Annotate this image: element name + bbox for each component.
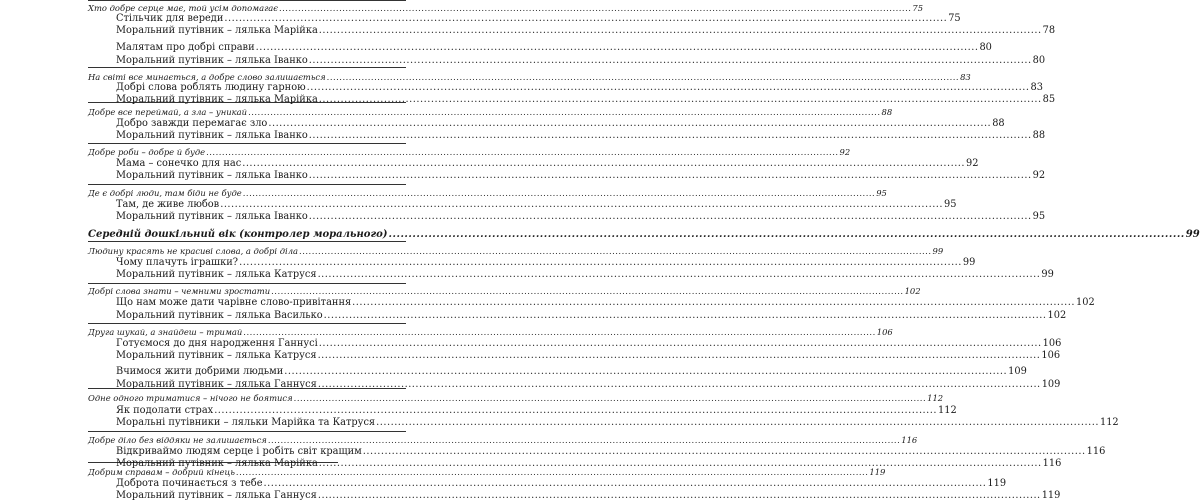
- entry-title: Готуємося до дня народження Ганнусі: [116, 338, 318, 349]
- entry-title: Добре роби – добре й буде: [88, 147, 206, 157]
- toc-entry: [88, 366, 1027, 378]
- page-number: 92: [966, 158, 979, 169]
- entry-title: Як подолати страх: [116, 405, 214, 416]
- entry-title: Доброта починається з тебе: [116, 478, 263, 489]
- toc-entry: [88, 199, 957, 211]
- toc-entry: [88, 379, 1061, 391]
- dot-leader: [309, 170, 1032, 182]
- entry-title: Малятам про добрі справи: [116, 42, 255, 53]
- section-heading: [88, 245, 944, 257]
- entry-title: Що нам може дати чарівне слово-привітання: [116, 297, 352, 308]
- toc-entry: [88, 417, 1119, 429]
- toc-entry: [88, 350, 1061, 362]
- dot-leader: [324, 310, 1047, 322]
- toc-entry: [88, 257, 976, 269]
- entry-title: Одне одного триматися – нічого не боятися: [88, 393, 293, 403]
- entry-title: Середній дошкільний вік (контролер морального): [88, 229, 388, 240]
- page-number: 78: [1042, 25, 1056, 36]
- section-heading: [88, 146, 851, 158]
- toc-entry: [88, 94, 1056, 106]
- toc-entry: [88, 297, 1095, 309]
- entry-title: Добрі слова знати – чемними зростати: [88, 286, 271, 296]
- entry-title: Добрим справам – добрий кінець: [88, 467, 235, 477]
- entry-title: Хто добре серце має, той усім допомагає: [88, 3, 278, 13]
- entry-title: Друга шукай, а знайдеш – тримай: [88, 327, 243, 337]
- entry-title: На світі все минається, а добре слово залишається: [88, 72, 326, 82]
- dot-leader: [220, 199, 943, 211]
- toc-entry: [88, 405, 957, 417]
- toc-entry: [88, 55, 1046, 67]
- dot-leader: [268, 434, 900, 446]
- entry-title: Моральний путівник – лялька Марійка: [116, 458, 318, 469]
- page-number: 99: [1185, 229, 1200, 240]
- section-heading: [88, 106, 893, 118]
- page-number: 83: [1030, 82, 1043, 93]
- divider: [88, 184, 406, 185]
- entry-title: Людину красять не красиві слова, а добрі діла: [88, 246, 299, 256]
- toc-entry: [88, 446, 1106, 458]
- toc-entry: [88, 490, 1061, 502]
- toc-entry: [88, 478, 1007, 490]
- dot-leader: [239, 257, 962, 269]
- page-number: 88: [881, 107, 893, 117]
- page-number: 119: [1041, 490, 1061, 501]
- dot-leader: [389, 229, 1185, 241]
- entry-title: Чому плачуть іграшки?: [116, 257, 239, 268]
- dot-leader: [242, 158, 965, 170]
- dot-leader: [352, 297, 1075, 309]
- dot-leader: [243, 187, 875, 199]
- entry-title: Моральний путівник – лялька Марійка: [116, 94, 318, 105]
- section-heading: [88, 466, 886, 478]
- dot-leader: [363, 446, 1086, 458]
- entry-title: Моральний путівник – лялька Іванко: [116, 130, 308, 141]
- page-number: 106: [1042, 338, 1062, 349]
- page-number: 116: [1042, 458, 1062, 469]
- entry-title: Добро завжди перемагає зло: [116, 118, 268, 129]
- section-heading: [88, 285, 921, 297]
- entry-title: Там, де живе любов: [116, 199, 220, 210]
- section-heading: [88, 187, 887, 199]
- page-number: 119: [987, 478, 1007, 489]
- divider: [88, 431, 406, 432]
- page-number: 102: [1076, 297, 1095, 308]
- entry-title: Добре все переймай, а зла – уникай: [88, 107, 248, 117]
- page-number: 99: [932, 246, 944, 256]
- page-number: 92: [1032, 170, 1046, 181]
- page-number: 109: [1041, 379, 1061, 390]
- entry-title: Добре діло без віддяки не залишається: [88, 435, 267, 445]
- divider: [88, 67, 406, 68]
- page-number: 75: [948, 13, 961, 24]
- dot-leader: [224, 13, 947, 25]
- page-number: 106: [876, 327, 893, 337]
- page-number: 92: [839, 147, 851, 157]
- toc-entry: [88, 211, 1046, 223]
- dot-leader: [268, 118, 991, 130]
- dot-leader: [206, 146, 838, 158]
- page-number: 102: [904, 286, 921, 296]
- entry-title: Мама – сонечко для нас: [116, 158, 242, 169]
- dot-leader: [214, 405, 937, 417]
- page-number: 119: [869, 467, 886, 477]
- section-heading: [88, 392, 944, 404]
- toc-entry: [88, 158, 979, 170]
- page-number: 112: [927, 393, 944, 403]
- entry-title: Добрі слова роблять людину гарною: [116, 82, 306, 93]
- page-number: 88: [992, 118, 1005, 129]
- dot-leader: [319, 94, 1042, 106]
- dot-leader: [376, 417, 1099, 429]
- dot-leader: [318, 350, 1041, 362]
- entry-title: Моральний путівник – лялька Іванко: [116, 55, 308, 66]
- page-number: 109: [1008, 366, 1027, 377]
- dot-leader: [271, 285, 903, 297]
- entry-title: Моральний путівник – лялька Ганнуся: [116, 490, 317, 501]
- entry-title: Моральний путівник – лялька Ганнуся: [116, 379, 317, 390]
- dot-leader: [318, 379, 1041, 391]
- page-number: 95: [944, 199, 957, 210]
- page-number: 80: [1032, 55, 1046, 66]
- section-heading: [88, 326, 893, 338]
- toc-entry: [88, 25, 1056, 37]
- section-heading: [88, 434, 918, 446]
- dot-leader: [318, 269, 1041, 281]
- dot-leader: [319, 25, 1042, 37]
- entry-title: Де є добрі люди, там біди не буде: [88, 188, 242, 198]
- page-number: 116: [1086, 446, 1106, 457]
- page-number: 95: [876, 188, 887, 198]
- page-number: 112: [938, 405, 957, 416]
- divider: [88, 323, 406, 324]
- dot-leader: [307, 82, 1030, 94]
- entry-title: Вчимося жити добрими людьми: [116, 366, 284, 377]
- toc-entry: [88, 170, 1046, 182]
- page-number: 85: [1042, 94, 1056, 105]
- toc-entry: [88, 118, 1005, 130]
- page-number: 95: [1032, 211, 1046, 222]
- dot-leader: [309, 130, 1032, 142]
- page-number: 116: [901, 435, 918, 445]
- entry-title: Моральний путівник – лялька Василько: [116, 310, 323, 321]
- page-number: 102: [1047, 310, 1067, 321]
- dot-leader: [309, 55, 1032, 67]
- dot-leader: [309, 211, 1032, 223]
- entry-title: Моральний путівник – лялька Іванко: [116, 170, 308, 181]
- entry-title: Моральні путівники – ляльки Марійка та Катруся: [116, 417, 376, 428]
- part-title: [88, 229, 1200, 241]
- dot-leader: [299, 245, 931, 257]
- toc-entry: [88, 130, 1046, 142]
- dot-leader: [318, 490, 1041, 502]
- dot-leader: [319, 338, 1042, 350]
- dot-leader: [243, 326, 875, 338]
- entry-title: Моральний путівник – лялька Марійка: [116, 25, 318, 36]
- page-number: 112: [1099, 417, 1119, 428]
- toc-entry: [88, 338, 1062, 350]
- page-number: 106: [1041, 350, 1061, 361]
- divider: [88, 0, 406, 1]
- entry-title: Моральний путівник – лялька Катруся: [116, 350, 317, 361]
- page-number: 99: [962, 257, 976, 268]
- entry-title: Моральний путівник – лялька Іванко: [116, 211, 308, 222]
- divider: [88, 241, 406, 242]
- page-number: 83: [960, 72, 971, 82]
- entry-title: Моральний путівник – лялька Катруся: [116, 269, 317, 280]
- page-number: 75: [912, 3, 924, 13]
- dot-leader: [256, 42, 979, 54]
- divider: [88, 143, 406, 144]
- toc-entry: [88, 42, 992, 54]
- toc-entry: [88, 13, 961, 25]
- divider: [88, 283, 406, 284]
- dot-leader: [284, 366, 1007, 378]
- toc-entry: [88, 82, 1043, 94]
- entry-title: Відкриваймо людям серце і робіть світ кращим: [116, 446, 362, 457]
- dot-leader: [236, 466, 868, 478]
- page-number: 99: [1041, 269, 1054, 280]
- page-number: 80: [979, 42, 992, 53]
- dot-leader: [294, 392, 926, 404]
- toc-entry: [88, 269, 1054, 281]
- toc-entry: [88, 310, 1067, 322]
- page-number: 88: [1032, 130, 1046, 141]
- entry-title: Стільчик для вереди: [116, 13, 224, 24]
- dot-leader: [248, 106, 880, 118]
- dot-leader: [264, 478, 987, 490]
